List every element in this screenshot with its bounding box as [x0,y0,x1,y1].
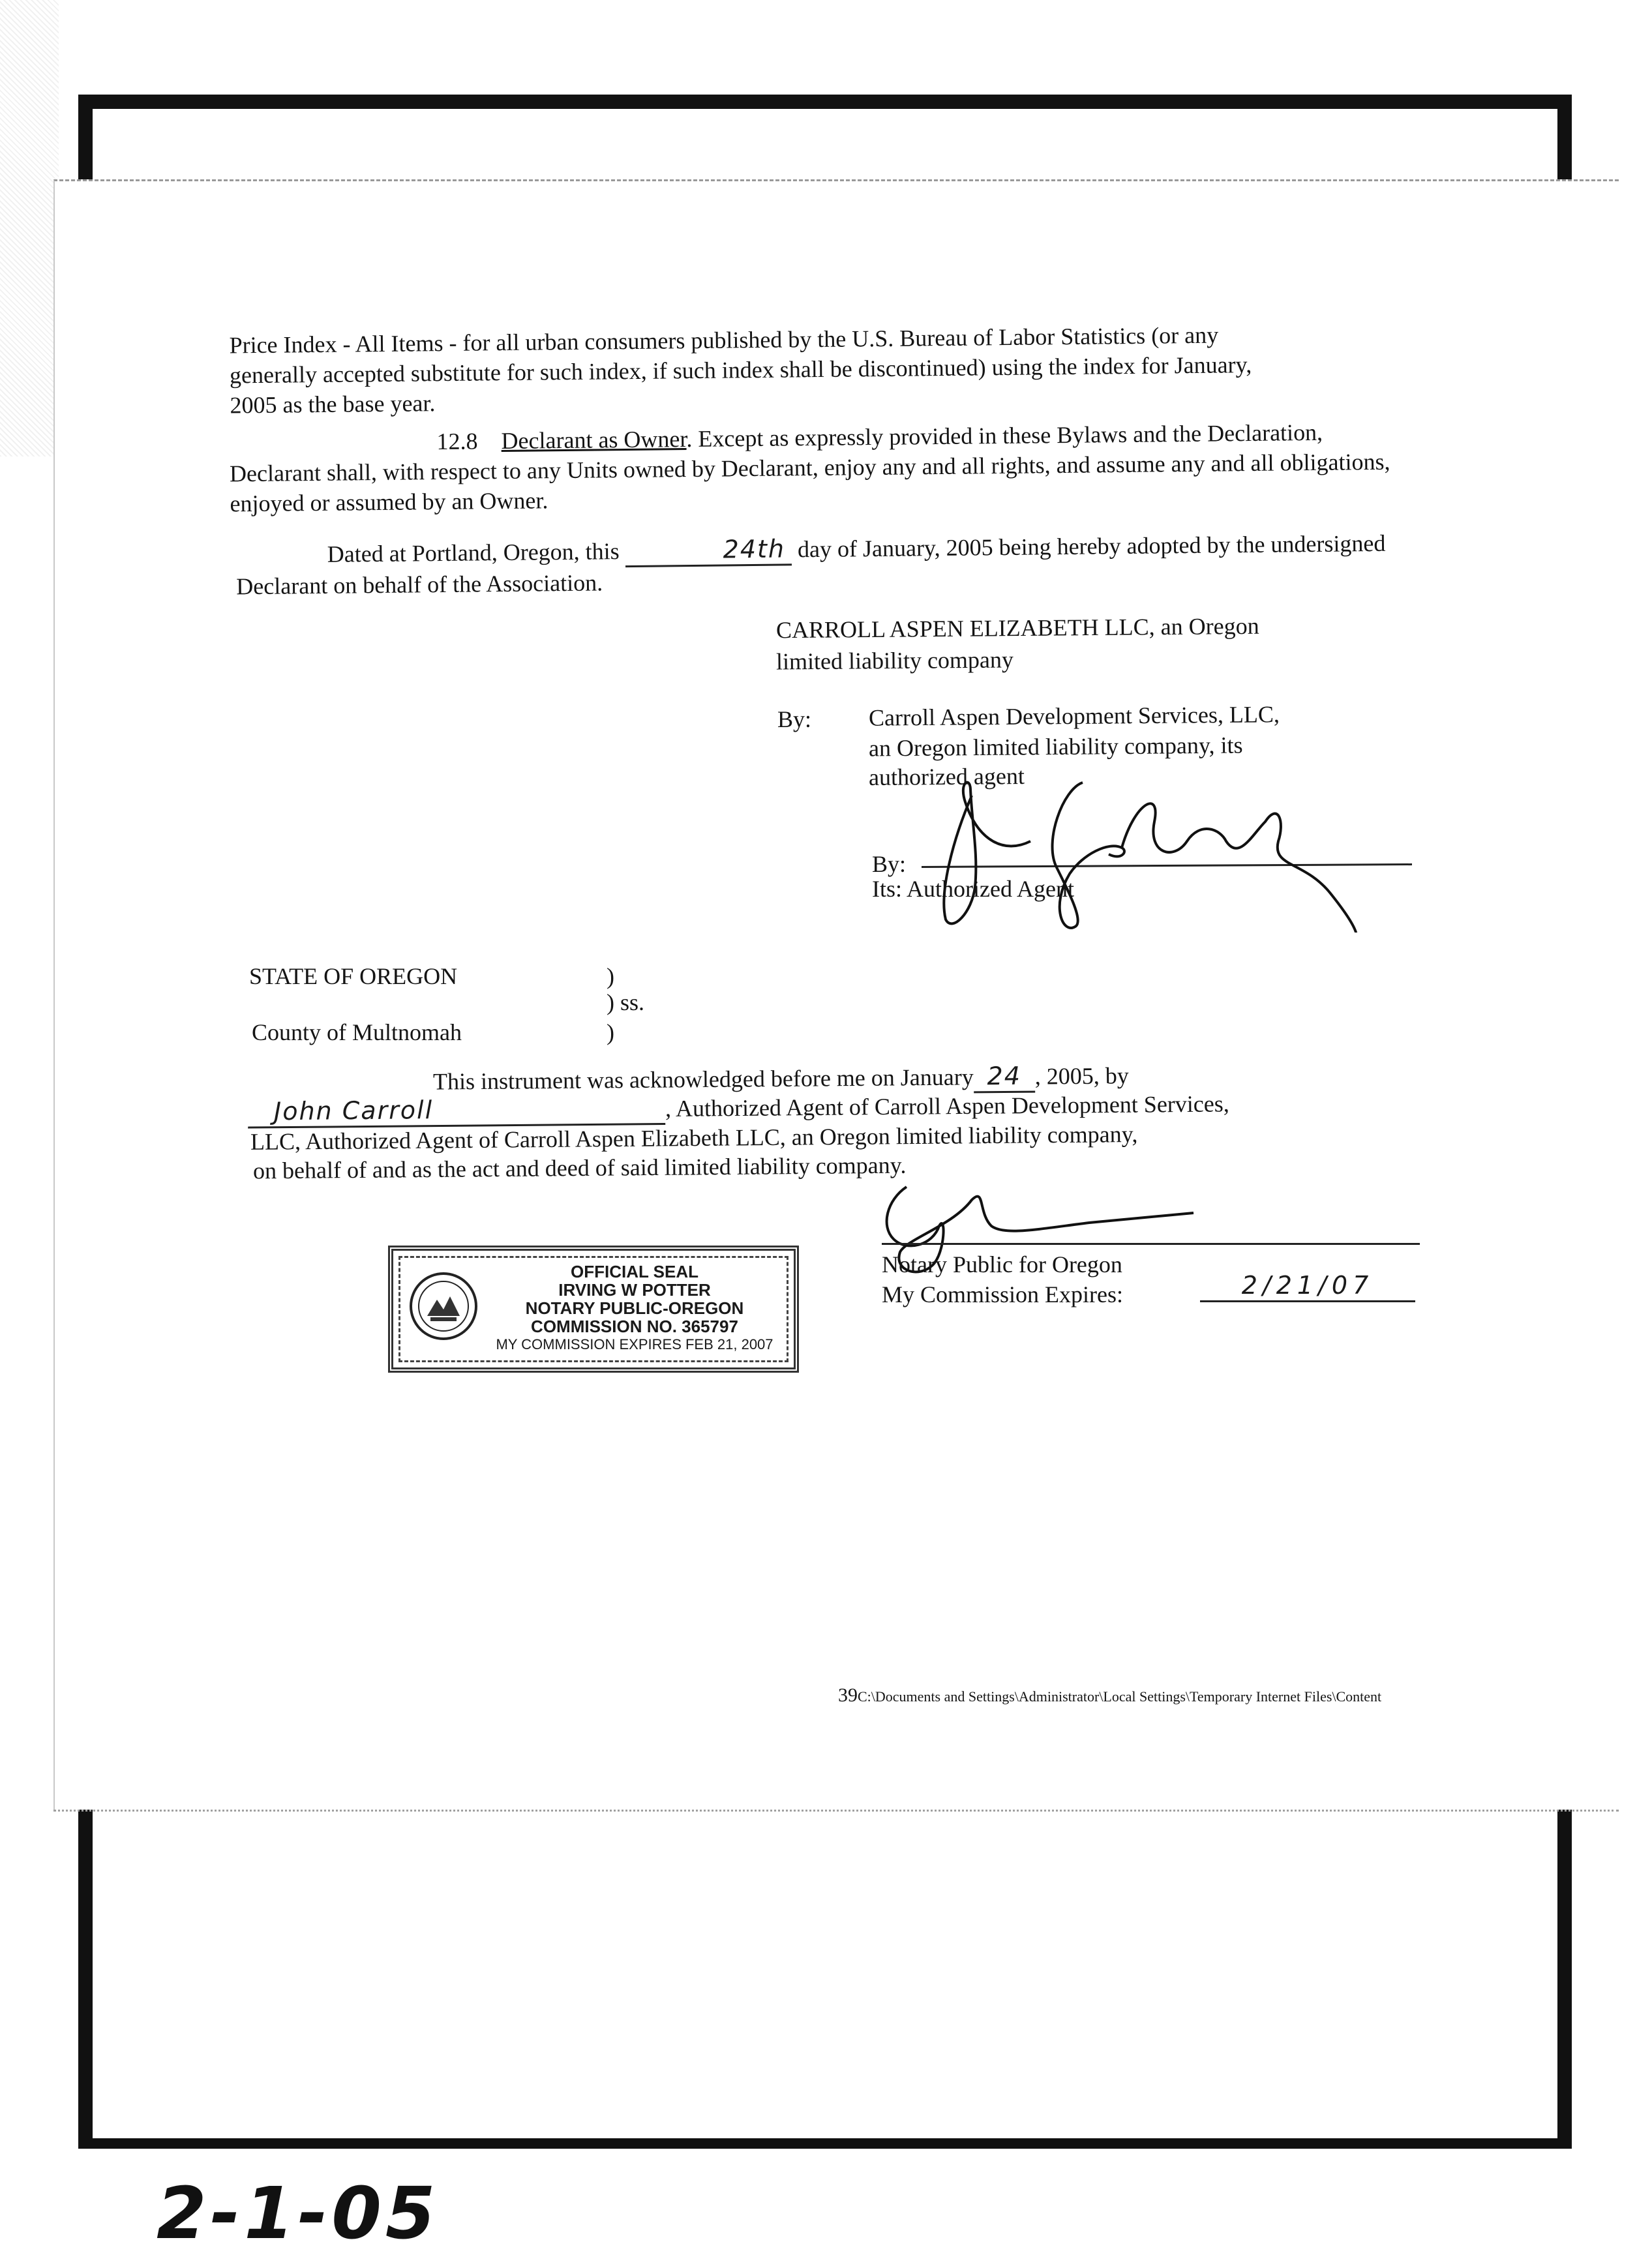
ack-after-day: , 2005, by [1034,1062,1129,1090]
agent-line-3: authorized agent [868,762,1025,791]
notary-expires-label: My Commission Expires: [882,1281,1124,1307]
section-number: 12.8 [436,428,478,455]
dated-paragraph [236,528,1398,602]
dated-prefix: Dated at Portland, Oregon, this [327,538,620,567]
file-path-text: C:\Documents and Settings\Administrator\Local Settings\Temporary Internet Files\Content [858,1688,1382,1705]
seal-line-4: COMMISSION NO. 365797 [531,1317,738,1336]
seal-line-3: NOTARY PUBLIC-OREGON [525,1298,744,1318]
signature-by-label: By: [872,851,907,877]
company-line-1: CARROLL ASPEN ELIZABETH LLC, an Oregon [775,612,1259,644]
ack-rest-line-2: , Authorized Agent of Carroll Aspen Development Services, [665,1090,1229,1122]
authorized-agent-signature [913,763,1435,933]
venue-paren-3: ) [607,1019,614,1045]
section-heading: Declarant as Owner [501,426,687,455]
ack-day-handwritten: 24 [974,1061,1035,1094]
venue-county: County of Multnomah [252,1019,462,1045]
ack-line-4: on behalf of and as the act and deed of said limited liability company. [252,1152,907,1184]
notary-signature-line [882,1243,1420,1245]
page-number: 39 [838,1684,858,1706]
seal-line-1: OFFICIAL SEAL [571,1262,698,1281]
venue-ss: ) ss. [607,989,645,1015]
handwritten-bottom-date: 2-1-05 [157,2172,440,2255]
seal-text-block [481,1262,788,1354]
scan-speckle [0,0,59,456]
venue-state: STATE OF OREGON [249,963,458,989]
agent-line-1: Carroll Aspen Development Services, LLC, [868,701,1280,731]
section-12-8 [229,417,1397,519]
agent-by-label: By: [777,706,812,732]
notary-title: Notary Public for Oregon [882,1251,1122,1277]
ack-prefix: This instrument was acknowledged before me on January [432,1064,974,1095]
seal-line-2: IRVING W POTTER [558,1280,711,1300]
company-line-2: limited liability company [775,646,1014,675]
notary-expires-handwritten: 2/21/07 [1200,1270,1415,1302]
oregon-state-seal-icon [408,1270,479,1342]
cpi-paragraph: Price Index - All Items - for all urban consumers published by the U.S. Bureau of Labor Statistics (or any generally accepted substitute for such index, if such index shall be discontinued) using the index for January, 2005 as the base year. [229,321,1252,419]
seal-line-5: MY COMMISSION EXPIRES FEB 21, 2007 [496,1336,773,1352]
section-body: . Except as expressly provided in these Bylaws and the Declaration, Declarant shall, with respect to any Units owned by Declarant, enjoy any and all rights, and assume any and all obligations, enjoyed or assumed by an Owner. [229,419,1390,517]
dated-suffix: day of January, 2005 being hereby adopted by the undersigned Declarant on behalf of the Association. [236,530,1386,600]
signature-its-label: Its: Authorized Agent [872,876,1074,902]
footer-file-path [838,1684,1381,1707]
sheet-edge [53,1810,1619,1812]
venue-paren-1: ) [607,963,614,989]
agent-line-2: an Oregon limited liability company, its [868,732,1243,762]
dated-day-handwritten: 24th [625,533,792,567]
ack-name-handwritten: John Carroll [248,1093,665,1129]
notary-seal-stamp [388,1246,799,1373]
ack-line-3: LLC, Authorized Agent of Carroll Aspen Elizabeth LLC, an Oregon limited liability company, [250,1121,1138,1155]
